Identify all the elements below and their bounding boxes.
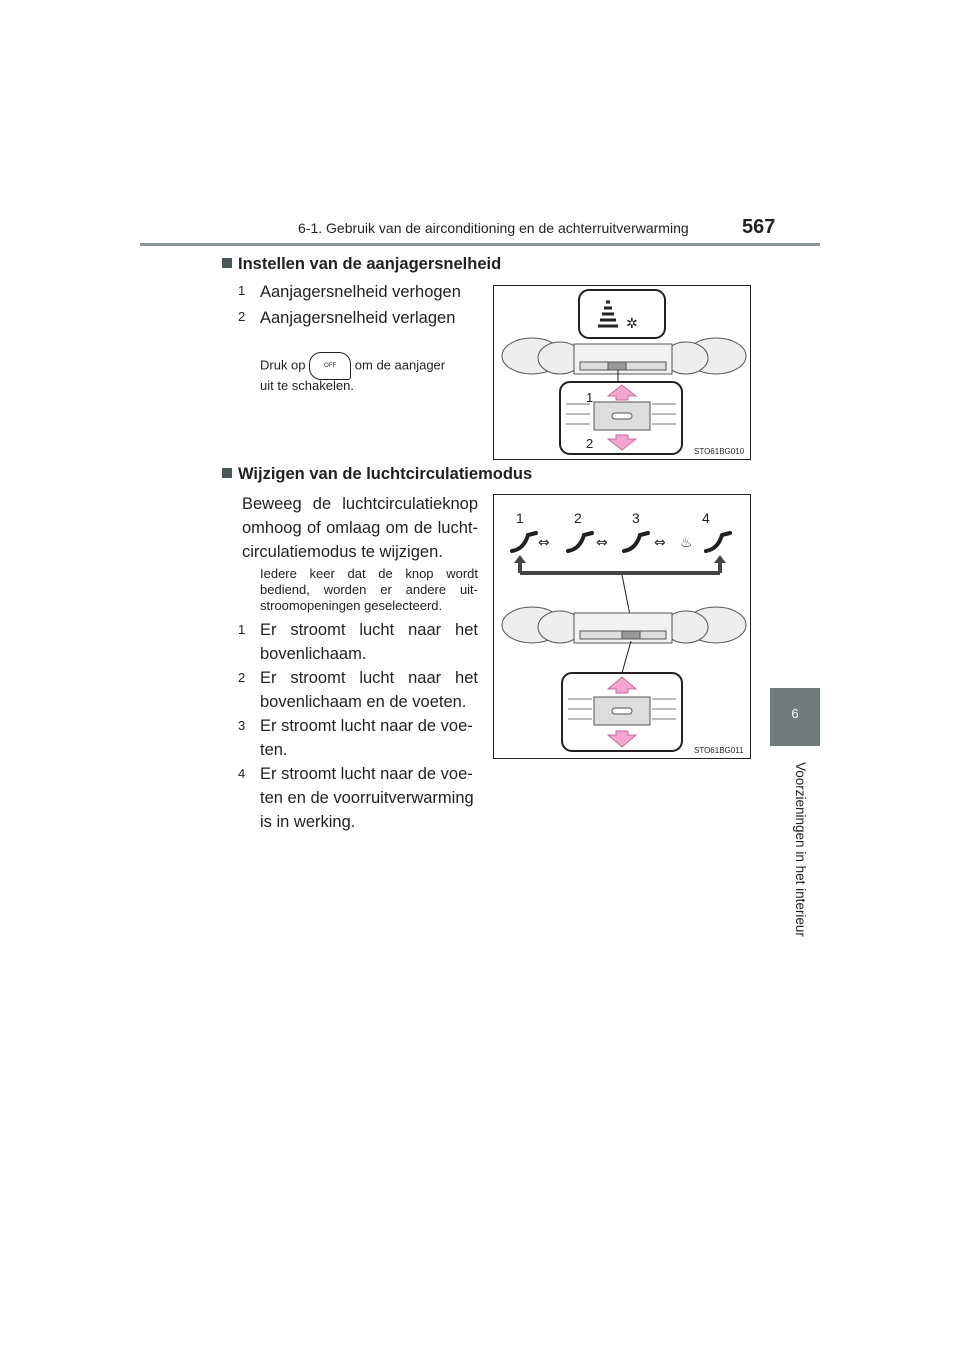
figure-code: STO61BG010	[694, 447, 745, 456]
section-heading-fan-speed: Instellen van de aanjagersnelheid	[222, 255, 501, 274]
figure-callout-1: 1	[586, 390, 594, 405]
toggle-arrow-icon: ⇔	[596, 535, 608, 551]
figure-callout-4: 4	[702, 510, 710, 526]
air-mode-item-1: Er stroomt lucht naar het bovenlichaam.	[260, 621, 478, 663]
figure-callout-1: 1	[516, 510, 524, 526]
figure-fan-speed	[493, 285, 751, 460]
air-mode-item-3: Er stroomt lucht naar de voe-ten.	[260, 717, 473, 759]
chapter-number: 6	[791, 706, 799, 721]
svg-text:4: 4	[238, 766, 246, 781]
switch-slot	[612, 708, 632, 714]
fan-off-note: Druk op OFF om de aanjager	[260, 352, 470, 380]
cycle-arrow-head-icon	[514, 555, 526, 563]
square-bullet-icon	[222, 468, 232, 478]
air-mode-note: Iedere keer dat de knop wordt bediend, worden er andere uit-stroomopeningen geselecteerd.	[260, 566, 478, 613]
fan-callout-bubble	[579, 290, 665, 338]
air-mode-intro: Beweeg de luchtcirculatieknop omhoog of omlaag om de lucht-circulatiemodus te wijzigen.	[242, 495, 478, 561]
chapter-title-box	[788, 762, 812, 952]
circled-number-2-icon	[236, 669, 250, 685]
defrost-icon: ♨	[680, 535, 693, 551]
mode-face-icon	[512, 533, 536, 551]
toggle-arrow-icon: ⇔	[654, 535, 666, 551]
figure-callout-2: 2	[574, 510, 582, 526]
page-number: 567	[742, 216, 776, 238]
circled-number-3-icon	[236, 717, 250, 733]
svg-text:2: 2	[238, 309, 246, 324]
fan-speed-item-1: Aanjagersnelheid verhogen	[260, 283, 461, 301]
header-rule	[140, 243, 820, 246]
cycle-arrow-head-icon	[714, 555, 726, 563]
figure-callout-2: 2	[586, 436, 594, 451]
fan-icon: ✲	[626, 316, 638, 332]
circled-number-1-icon	[236, 621, 250, 637]
fan-speed-item-2: Aanjagersnelheid verlagen	[260, 309, 456, 327]
svg-text:1: 1	[238, 622, 246, 637]
air-mode-illustration	[494, 495, 750, 758]
mode-button	[622, 631, 640, 639]
chapter-title: Voorzieningen in het interieur	[793, 762, 808, 937]
switch-slot	[612, 413, 632, 419]
svg-text:3: 3	[238, 718, 246, 733]
callout-leader	[622, 575, 630, 615]
figure-air-mode	[493, 494, 751, 759]
mode-bilevel-icon	[568, 533, 592, 551]
circled-number-1-icon	[236, 282, 250, 298]
number-label: 1	[238, 283, 246, 298]
svg-text:2: 2	[238, 670, 246, 685]
air-mode-item-2: Er stroomt lucht naar het bovenlichaam en de voeten.	[260, 669, 478, 711]
toggle-arrow-icon: ⇔	[538, 535, 550, 551]
figure-code: STO61BG011	[694, 746, 744, 755]
air-mode-item-4: Er stroomt lucht naar de voe-ten en de voorruitverwarming is in werking.	[260, 765, 474, 831]
circled-number-2-icon	[236, 308, 250, 324]
fan-control-illustration	[494, 286, 750, 459]
off-button-icon: OFF	[309, 352, 351, 380]
fan-off-note-line2: uit te schakelen.	[260, 378, 354, 393]
figure-callout-3: 3	[632, 510, 640, 526]
mode-feet-defrost-icon	[706, 533, 730, 551]
circled-number-4-icon	[236, 765, 250, 781]
running-header: 6-1. Gebruik van de airconditioning en de achterruitverwarming	[298, 220, 689, 236]
section-heading-air-mode: Wijzigen van de luchtcirculatiemodus	[222, 465, 532, 484]
mode-feet-icon	[624, 533, 648, 551]
callout-leader	[622, 641, 631, 673]
square-bullet-icon	[222, 258, 232, 268]
fan-button	[608, 362, 626, 370]
